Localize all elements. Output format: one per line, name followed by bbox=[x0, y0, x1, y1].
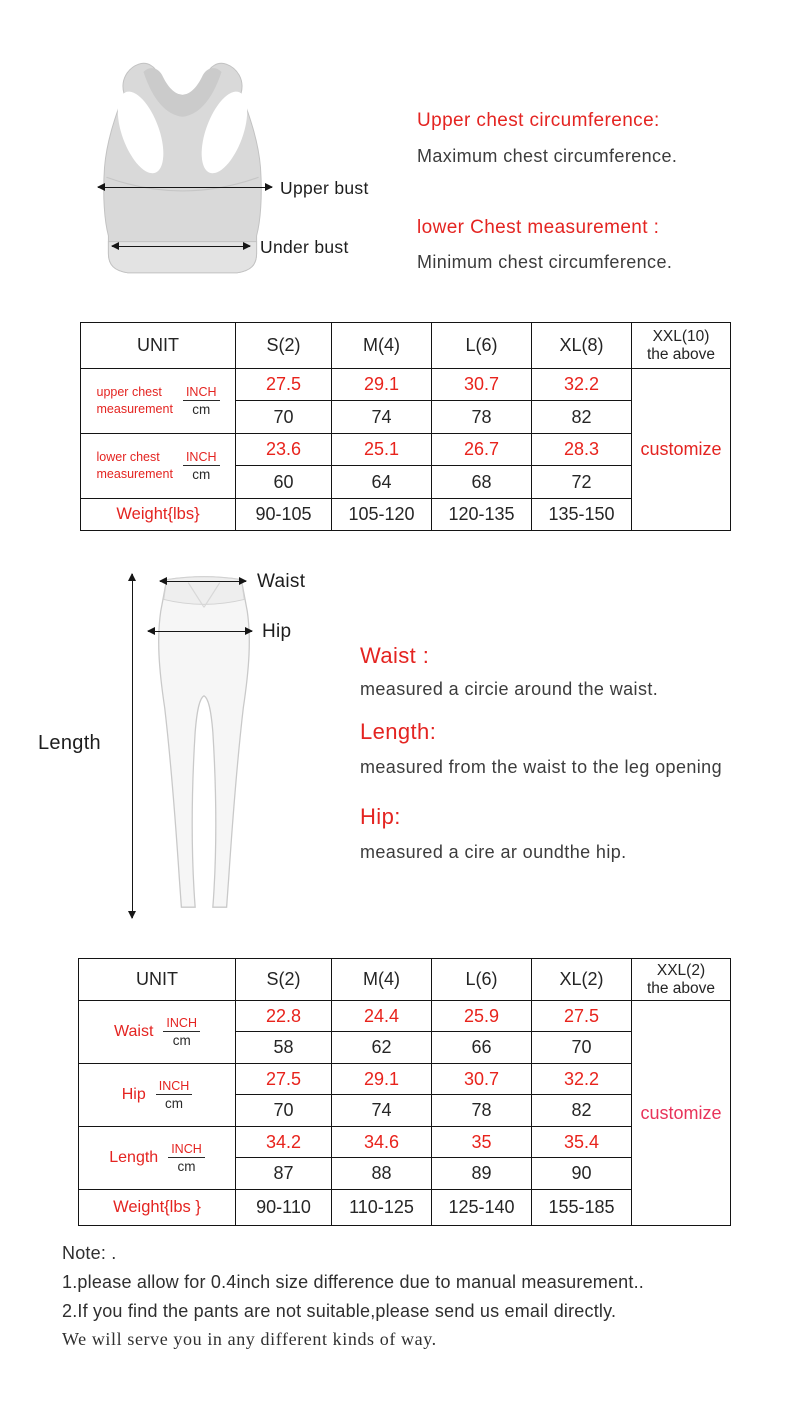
lower-chest-desc: Minimum chest circumference. bbox=[417, 252, 673, 272]
value-cell: 70 bbox=[236, 401, 332, 434]
value-cell: 74 bbox=[332, 1095, 432, 1127]
row-label-text: Hip bbox=[121, 1085, 146, 1103]
under-bust-arrow bbox=[112, 246, 250, 247]
weight-row-label: Weight{lbs } bbox=[79, 1190, 236, 1226]
value-cell: 87 bbox=[236, 1158, 332, 1190]
waist-desc: measured a circie around the waist. bbox=[360, 679, 659, 699]
value-cell: 24.4 bbox=[332, 1001, 432, 1032]
value-cell: 27.5 bbox=[532, 1001, 632, 1032]
unit-header-cell: UNIT bbox=[81, 323, 236, 369]
row-label-text: Waist bbox=[114, 1022, 154, 1040]
size-header-xl: XL(2) bbox=[532, 959, 632, 1001]
leggings-size-table bbox=[78, 958, 731, 1226]
value-cell: 155-185 bbox=[532, 1190, 632, 1226]
sports-bra-image bbox=[85, 50, 280, 285]
value-cell: 34.6 bbox=[332, 1127, 432, 1158]
value-cell: 58 bbox=[236, 1032, 332, 1064]
inch-unit: INCH bbox=[183, 385, 220, 401]
xxl-line1: XXL(2) bbox=[656, 961, 706, 979]
inch-cm-fraction bbox=[183, 385, 220, 418]
size-header-m: M(4) bbox=[332, 323, 432, 369]
size-header-m: M(4) bbox=[332, 959, 432, 1001]
value-cell: 70 bbox=[532, 1032, 632, 1064]
value-cell: 27.5 bbox=[236, 1064, 332, 1095]
upper-bust-arrow bbox=[98, 187, 272, 188]
value-cell: 32.2 bbox=[532, 369, 632, 401]
length-heading: Length: bbox=[360, 719, 437, 744]
inch-unit: INCH bbox=[183, 450, 220, 466]
leggings-image bbox=[145, 568, 263, 916]
bra-size-table bbox=[80, 322, 731, 531]
value-cell: 25.9 bbox=[432, 1001, 532, 1032]
value-cell: 89 bbox=[432, 1158, 532, 1190]
inch-cm-fraction bbox=[163, 1016, 200, 1049]
value-cell: 110-125 bbox=[332, 1190, 432, 1226]
upper-chest-desc: Maximum chest circumference. bbox=[417, 146, 678, 166]
row-label-lower-chest bbox=[81, 434, 236, 499]
value-cell: 68 bbox=[432, 466, 532, 499]
value-cell: 26.7 bbox=[432, 434, 532, 466]
cm-unit: cm bbox=[172, 1032, 191, 1048]
row-label-text: measurement bbox=[96, 467, 173, 481]
value-cell: 135-150 bbox=[532, 499, 632, 531]
value-cell: 105-120 bbox=[332, 499, 432, 531]
weight-row-label: Weight{lbs} bbox=[81, 499, 236, 531]
value-cell: 90 bbox=[532, 1158, 632, 1190]
value-cell: 62 bbox=[332, 1032, 432, 1064]
customize-cell: customize bbox=[632, 1001, 731, 1226]
value-cell: 82 bbox=[532, 1095, 632, 1127]
size-header-l: L(6) bbox=[432, 323, 532, 369]
value-cell: 27.5 bbox=[236, 369, 332, 401]
lower-chest-heading: lower Chest measurement : bbox=[417, 217, 660, 238]
cm-unit: cm bbox=[192, 401, 211, 417]
cm-unit: cm bbox=[177, 1158, 196, 1174]
hip-arrow bbox=[148, 631, 252, 632]
waist-heading: Waist : bbox=[360, 643, 430, 668]
size-header-xxl bbox=[632, 959, 731, 1001]
row-label-hip bbox=[79, 1064, 236, 1127]
value-cell: 90-105 bbox=[236, 499, 332, 531]
row-label-text: upper chest bbox=[96, 385, 162, 400]
row-label-text: measurement bbox=[96, 402, 173, 416]
cm-unit: cm bbox=[192, 466, 211, 482]
value-cell: 64 bbox=[332, 466, 432, 499]
value-cell: 66 bbox=[432, 1032, 532, 1064]
length-diagram-label: Length bbox=[38, 732, 101, 754]
value-cell: 30.7 bbox=[432, 369, 532, 401]
note-title: Note: . bbox=[62, 1243, 117, 1263]
size-header-xl: XL(8) bbox=[532, 323, 632, 369]
inch-cm-fraction bbox=[168, 1142, 205, 1175]
value-cell: 88 bbox=[332, 1158, 432, 1190]
value-cell: 23.6 bbox=[236, 434, 332, 466]
value-cell: 32.2 bbox=[532, 1064, 632, 1095]
xxl-line1: XXL(10) bbox=[652, 327, 710, 345]
length-desc: measured from the waist to the leg opening bbox=[360, 757, 722, 777]
unit-header-cell: UNIT bbox=[79, 959, 236, 1001]
row-label-upper-chest bbox=[81, 369, 236, 434]
value-cell: 35 bbox=[432, 1127, 532, 1158]
row-label-text: Length bbox=[109, 1148, 159, 1166]
row-label-text: lower chest bbox=[96, 450, 160, 465]
row-label-length bbox=[79, 1127, 236, 1190]
inch-cm-fraction bbox=[183, 450, 220, 483]
value-cell: 29.1 bbox=[332, 369, 432, 401]
value-cell: 34.2 bbox=[236, 1127, 332, 1158]
xxl-line2: the above bbox=[646, 345, 716, 363]
value-cell: 72 bbox=[532, 466, 632, 499]
size-header-s: S(2) bbox=[236, 959, 332, 1001]
row-label-waist bbox=[79, 1001, 236, 1064]
value-cell: 74 bbox=[332, 401, 432, 434]
size-header-s: S(2) bbox=[236, 323, 332, 369]
value-cell: 25.1 bbox=[332, 434, 432, 466]
value-cell: 120-135 bbox=[432, 499, 532, 531]
value-cell: 28.3 bbox=[532, 434, 632, 466]
value-cell: 35.4 bbox=[532, 1127, 632, 1158]
value-cell: 125-140 bbox=[432, 1190, 532, 1226]
note-line-1: 1.please allow for 0.4inch size difference due to manual measurement.. bbox=[62, 1272, 644, 1292]
value-cell: 90-110 bbox=[236, 1190, 332, 1226]
hip-heading: Hip: bbox=[360, 804, 401, 829]
customize-cell: customize bbox=[632, 369, 731, 531]
hip-diagram-label: Hip bbox=[262, 621, 292, 642]
size-header-l: L(6) bbox=[432, 959, 532, 1001]
size-header-xxl bbox=[632, 323, 731, 369]
value-cell: 78 bbox=[432, 1095, 532, 1127]
inch-cm-fraction bbox=[156, 1079, 193, 1112]
inch-unit: INCH bbox=[156, 1079, 193, 1095]
upper-chest-heading: Upper chest circumference: bbox=[417, 110, 660, 131]
hip-desc: measured a cire ar oundthe hip. bbox=[360, 842, 627, 862]
xxl-line2: the above bbox=[646, 979, 716, 997]
value-cell: 82 bbox=[532, 401, 632, 434]
inch-unit: INCH bbox=[163, 1016, 200, 1032]
value-cell: 60 bbox=[236, 466, 332, 499]
waist-diagram-label: Waist bbox=[257, 571, 306, 592]
under-bust-label: Under bust bbox=[260, 237, 349, 257]
upper-bust-label: Upper bust bbox=[280, 178, 369, 198]
value-cell: 29.1 bbox=[332, 1064, 432, 1095]
inch-unit: INCH bbox=[168, 1142, 205, 1158]
note-line-2: 2.If you find the pants are not suitable,please send us email directly. bbox=[62, 1301, 617, 1321]
value-cell: 30.7 bbox=[432, 1064, 532, 1095]
value-cell: 22.8 bbox=[236, 1001, 332, 1032]
value-cell: 70 bbox=[236, 1095, 332, 1127]
length-arrow bbox=[132, 574, 133, 918]
value-cell: 78 bbox=[432, 401, 532, 434]
note-line-3: We will serve you in any different kinds of way. bbox=[62, 1329, 437, 1349]
waist-arrow bbox=[160, 581, 246, 582]
cm-unit: cm bbox=[165, 1095, 183, 1111]
